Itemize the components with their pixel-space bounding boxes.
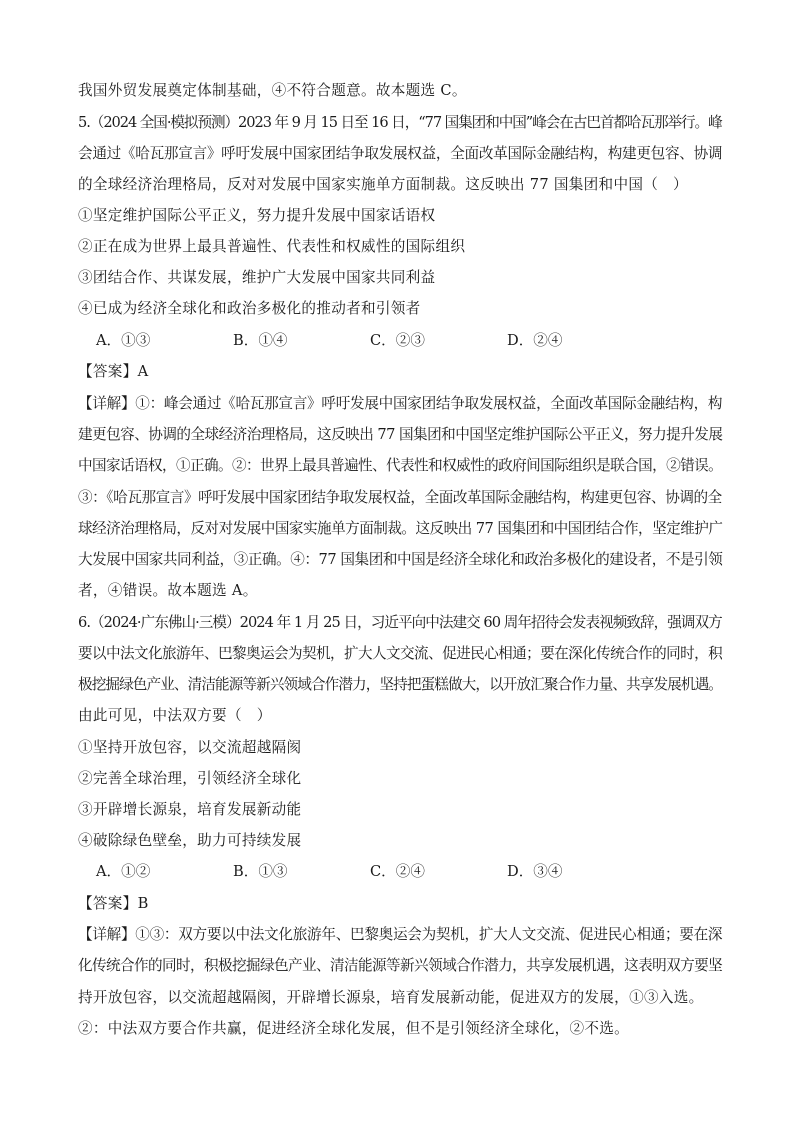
explanation: 【详解】①：峰会通过《哈瓦那宣言》呼吁发展中国家团结争取发展权益，全面改革国际金融结构，构	[78, 395, 723, 412]
question-5-stem: 5.（2024 全国·模拟预测）2023 年 9 月 15 日至 16 日，“77 国集团和中国”峰会在古巴首都哈瓦那举行。峰	[78, 114, 722, 131]
statement-1: ①坚持开放包容，以交流超越隔阂	[78, 739, 302, 756]
text-line: 的全球经济治理格局，反对对发展中国家实施单方面制裁。这反映出 77 国集团和中国（ ）	[78, 176, 688, 193]
option-d: D．③④	[507, 863, 563, 880]
statement-3: ③开辟增长源泉，培育发展新动能	[78, 801, 302, 818]
text-line: ②：中法双方要合作共赢，促进经济全球化发展，但不是引领经济全球化，②不选。	[78, 1020, 630, 1037]
text-line: 大发展中国家共同利益，③正确。④：77 国集团和中国是经济全球化和政治多极化的建设者，不是引领	[78, 551, 723, 568]
text-line: 持开放包容，以交流超越隔阂，开辟增长源泉，培育发展新动能，促进双方的发展，①③入选。	[78, 989, 704, 1006]
statement-4: ④已成为经济全球化和政治多极化的推动者和引领者	[78, 300, 421, 317]
option-c: C．②④	[370, 863, 425, 880]
option-a: A．①②	[96, 863, 151, 880]
text-line: 者，④错误。故本题选 A。	[78, 582, 258, 599]
option-c: C．②③	[370, 332, 425, 349]
statement-4: ④破除绿色壁垒，助力可持续发展	[78, 832, 302, 849]
statement-2: ②正在成为世界上最具普遍性、代表性和权威性的国际组织	[78, 238, 466, 255]
text-line: 我国外贸发展奠定体制基础，④不符合题意。故本题选 C。	[78, 82, 467, 99]
option-d: D．②④	[507, 332, 563, 349]
text-line: 要以中法文化旅游年、巴黎奥运会为契机，扩大人文交流、促进民心相通；要在深化传统合作的同时，积	[78, 645, 723, 662]
option-b: B．①③	[233, 863, 288, 880]
statement-3: ③团结合作、共谋发展，维护广大发展中国家共同利益	[78, 269, 436, 286]
text-line: ③：《哈瓦那宣言》呼吁发展中国家团结争取发展权益，全面改革国际金融结构，构建更包容、协调的全	[78, 489, 722, 506]
question-6-stem: 6.（2024·广东佛山·三模）2024 年 1 月 25 日，习近平向中法建交 60 周年招待会发表视频致辞，强调双方	[78, 614, 722, 631]
statement-1: ①坚定维护国际公平正义，努力提升发展中国家话语权	[78, 207, 436, 224]
question-6-options	[96, 862, 644, 882]
text-line: 由此可见，中法双方要（ ）	[78, 707, 272, 724]
explanation: 【详解】①③：双方要以中法文化旅游年、巴黎奥运会为契机，扩大人文交流、促进民心相通；要在深	[78, 926, 723, 943]
text-line: 极挖掘绿色产业、清洁能源等新兴领域合作潜力，坚持把蛋糕做大，以开放汇聚合作力量、共享发展机遇。	[78, 676, 723, 693]
question-5-options	[96, 331, 644, 351]
answer-label: 【答案】A	[78, 363, 149, 380]
answer-label: 【答案】B	[78, 895, 149, 912]
statement-2: ②完善全球治理，引领经济全球化	[78, 770, 302, 787]
text-line: 中国家话语权，①正确。②：世界上最具普遍性、代表性和权威性的政府间国际组织是联合国，②错误。	[78, 457, 723, 474]
text-line: 化传统合作的同时，积极挖掘绿色产业、清洁能源等新兴领域合作潜力，共享发展机遇，这表明双方要坚	[78, 957, 723, 974]
text-line: 建更包容、协调的全球经济治理格局，这反映出 77 国集团和中国坚定维护国际公平正义，努力提升发展	[78, 426, 723, 443]
option-b: B．①④	[233, 332, 288, 349]
option-a: A．①③	[96, 332, 151, 349]
text-line: 会通过《哈瓦那宣言》呼吁发展中国家团结争取发展权益，全面改革国际金融结构，构建更包容、协调	[78, 145, 723, 162]
text-line: 球经济治理格局，反对对发展中国家实施单方面制裁。这反映出 77 国集团和中国团结合作，坚定维护广	[78, 520, 723, 537]
